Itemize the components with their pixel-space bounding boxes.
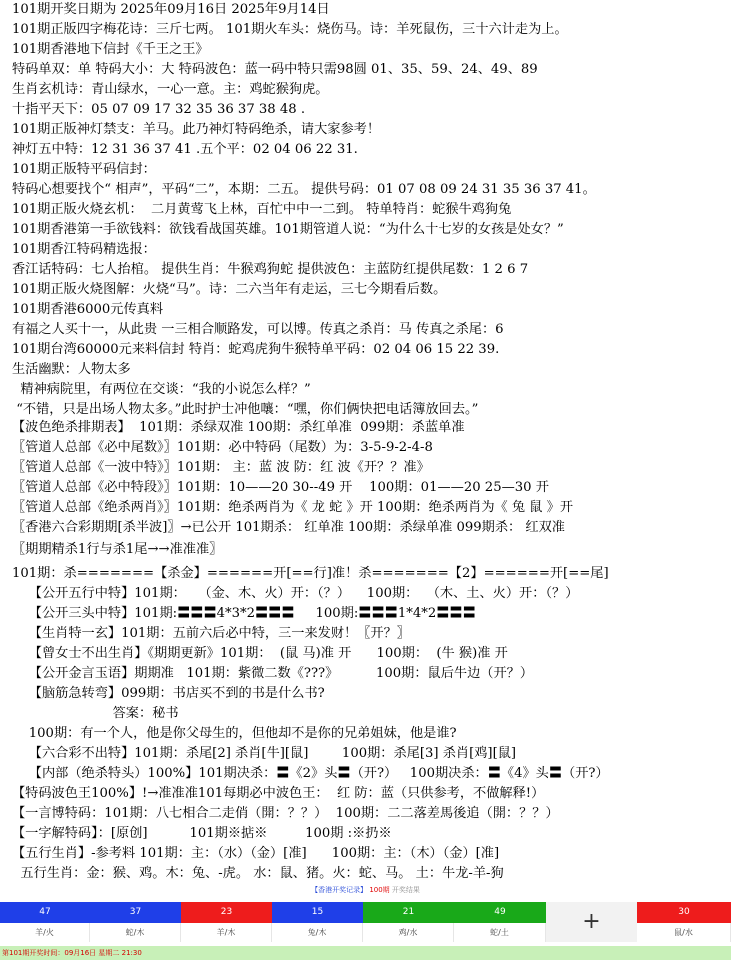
draw-ball [637, 902, 731, 942]
text-line: 【内部（绝杀特头）100%】101期决杀：〓《2》头〓（开?） 100期决杀：〓《4》头〓（开?） [12, 766, 609, 781]
ball-number: 21 [363, 902, 454, 923]
text-line: 【一字解特码】：[原创] 101期※掂※ 100期 :※扔※ [12, 826, 392, 841]
text-line: 101期台湾60000元来料信封 特肖：蛇鸡虎狗牛猴特单平码：02 04 06 15 22 39. [12, 342, 500, 357]
record-title-link[interactable]: 【香港开奖记录】 [311, 886, 368, 894]
text-line: 〖管道人总部《一波中特》〗101期： 主：蓝 波 防：红 波《开？？准》 [12, 460, 430, 475]
text-line: “不错，只是出场人物太多。”此时护士冲他嚷：“嘿，你们俩快把电话簿放回去。” [12, 402, 479, 417]
text-line: 五行生肖：金：猴、鸡。木：兔、-虎。 水：鼠、猪。火：蛇、马。 土：牛龙-羊-狗 [12, 866, 504, 880]
record-period: 100期 [369, 886, 390, 894]
draw-ball [363, 902, 454, 942]
text-line: 生肖玄机诗：青山绿水，一心一意。主：鸡蛇猴狗虎。 [12, 82, 329, 97]
ball-number: 49 [454, 902, 546, 923]
draw-ball [0, 902, 90, 942]
text-line: 特码单双：单 特码大小：大 特码波色：蓝一码中特只需98圆 01、35、59、24、49、89 [12, 62, 538, 77]
text-line: 【公开金言玉语】期期准 101期：紫微二数《???》 100期：鼠后牛边（开？） [12, 666, 534, 681]
text-line: 100期：有一个人，他是你父母生的，但他却不是你的兄弟姐妹，他是谁? [12, 726, 457, 741]
text-line: 香江话特码：七人抬棺。 提供生肖：牛猴鸡狗蛇 提供波色：主蓝防红提供尾数：1 2 6 7 [12, 262, 529, 277]
text-line: 101期开奖日期为 2025年09月16日 2025年9月14日 [12, 2, 330, 17]
text-line: 十指平天下：05 07 09 17 32 35 36 37 38 48 . [12, 102, 306, 117]
draw-ball [90, 902, 181, 942]
text-line: 生活幽默：人物太多 [12, 362, 131, 377]
ball-number: 30 [637, 902, 731, 923]
text-line: 101期正版神灯禁支：羊马。此乃神灯特码绝杀，请大家参考！ [12, 122, 381, 137]
text-line: 【公开五行中特】101期： （金、木、火）开：（？） 100期： （木、土、火）开：（？） [12, 586, 579, 601]
text-line: 〖管道人总部《必中尾数》〗101期：必中特码（尾数）为：3-5-9-2-4-8 [12, 440, 433, 455]
lottery-record-bar [0, 880, 731, 900]
ball-zodiac: 蛇/土 [454, 923, 546, 942]
plus-icon: + [546, 902, 637, 942]
text-line: 【曾女士不出生肖】《期期更新》101期： (鼠 马)准 开 100期： (牛 猴)准 开 [12, 646, 508, 661]
text-line: 101期正版火烧图解：火烧“马”。诗：二六当年有走运，三七今期看后数。 [12, 282, 447, 297]
text-line: 101期正版火烧玄机： 二月黄莺飞上林，百忙中中一二到。 特单特肖：蛇猴牛鸡狗兔 [12, 202, 512, 217]
ball-number: 15 [272, 902, 363, 923]
ball-zodiac: 兔/木 [272, 923, 363, 942]
ball-zodiac: 鸡/水 [363, 923, 454, 942]
text-line: 〖管道人总部《绝杀两肖》〗101期：绝杀两肖为《 龙 蛇 》开 100期：绝杀两肖为《 兔 鼠 》开 [12, 500, 574, 515]
text-line: 〖管道人总部《必中特段》〗101期：10——20 30--49 开 100期：01——20 25—30 开 [12, 480, 549, 495]
draw-ball [272, 902, 363, 942]
text-line: 101期：杀=======【杀金】======开[==行]准！杀=======【2】======开[==尾] [12, 566, 609, 581]
text-line: 【脑筋急转弯】099期：书店买不到的书是什么书? [12, 686, 325, 701]
text-line: 【波色绝杀排期表】 101期：杀绿双准 100期：杀红单准 099期：杀蓝单准 [12, 420, 465, 435]
text-line: 【五行生肖】-参考料 101期：主：（水）（金）[准] 100期：主：（木）（金）[准] [12, 846, 500, 861]
draw-results [0, 902, 731, 942]
ball-number: 37 [90, 902, 181, 923]
text-line: 【六合彩不出特】101期：杀尾[2] 杀肖[牛][鼠] 100期：杀尾[3] 杀肖[鸡][鼠] [12, 746, 517, 761]
draw-ball [181, 902, 272, 942]
text-line: 〖香港六合彩期期[杀半波]〗→已公开 101期杀： 红单准 100期：杀绿单准 099期杀： 红双准 [12, 520, 565, 535]
text-line: 【特码波色王100%】!→准准准101每期必中波色王： 红 防：蓝（只供参考，不做解释!） [12, 786, 545, 801]
text-line: 101期香江特码精选报： [12, 242, 156, 257]
text-line: 答案：秘书 [12, 706, 179, 721]
text-line: 101期香港第一手欲钱料：欲钱看战国英雄。101期管道人说：“为什么十七岁的女孩是处女？” [12, 222, 564, 237]
next-draw-time: 第101期开奖时间：09月16日 星期二 21:30 [0, 946, 731, 960]
ball-number: 23 [181, 902, 272, 923]
text-line: 【公开三头中特】101期:〓〓〓4*3*2〓〓〓 100期:〓〓〓1*4*2〓〓〓 [12, 606, 476, 621]
text-line: 101期正版特平码信封： [12, 162, 156, 177]
text-line: 【生肖特一玄】101期：五前六后必中特，三一来发财！〖开？〗 [12, 626, 410, 641]
text-line: 【一言博特码：101期：八七相合二走俏（開：？？） 100期：二二落差馬後追（開：？？） [12, 806, 559, 821]
ball-zodiac: 羊/火 [0, 923, 90, 942]
text-line: 101期香港6000元传真料 [12, 302, 164, 317]
text-line: 〖期期精杀1行与杀1尾→→准准准〗 [12, 542, 223, 557]
text-line: 有福之人买十一，从此贵 一三相合顺路发，可以博。传真之杀肖：马 传真之杀尾：6 [12, 322, 504, 337]
text-line: 101期香港地下信封《千王之王》 [12, 42, 209, 57]
text-line: 101期正版四字梅花诗：三斤七两。 101期火车头：烧伤马。诗：羊死鼠伤，三十六计走为上。 [12, 22, 568, 37]
text-line: 神灯五中特：12 31 36 37 41 .五个平：02 04 06 22 31. [12, 142, 358, 157]
draw-ball [454, 902, 546, 942]
ball-zodiac: 蛇/木 [90, 923, 181, 942]
text-line: 特码心想要找个“ 相声”，平码“二”，本期：二五。 提供号码：01 07 08 09 24 31 35 36 37 41。 [12, 182, 596, 197]
text-line: 精神病院里，有两位在交谈：“我的小说怎么样？” [12, 382, 311, 397]
ball-zodiac: 羊/木 [181, 923, 272, 942]
ball-zodiac: 鼠/水 [637, 923, 731, 942]
ball-number: 47 [0, 902, 90, 923]
record-result-label: 开奖结果 [391, 886, 420, 894]
